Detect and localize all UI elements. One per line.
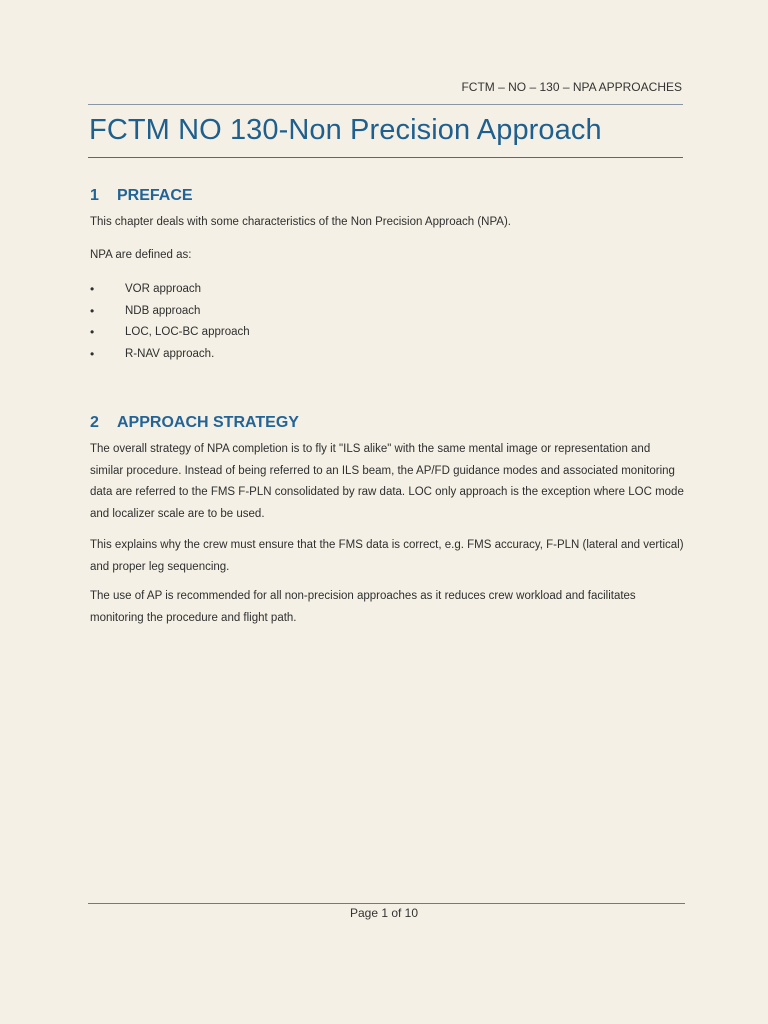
section-1-heading	[90, 187, 193, 205]
section-2-title: APPROACH STRATEGY	[117, 414, 299, 431]
section-1-title: PREFACE	[117, 187, 193, 204]
bullet-icon: •	[90, 303, 95, 318]
page-number: Page 1 of 10	[349, 906, 419, 920]
list-item-text: LOC, LOC-BC approach	[125, 326, 250, 339]
preface-paragraph-2: NPA are defined as:	[90, 249, 192, 261]
preface-paragraph-1: This chapter deals with some characteristics of the Non Precision Approach (NPA).	[90, 216, 511, 228]
strategy-paragraph-1: The overall strategy of NPA completion is to fly it "ILS alike" with the same mental image or representation and similar procedure. Instead of being referred to an ILS beam, the AP/FD guidance modes and associated monitoring data are referred to the FMS F-PLN consolidated by raw data. LOC only approach is the exception where LOC mode and localizer scale are to be used.	[90, 443, 684, 520]
title-underline	[88, 157, 683, 158]
list-item-text: R-NAV approach.	[125, 347, 215, 360]
list-item-text: NDB approach	[125, 304, 201, 317]
section-1-number: 1	[90, 187, 99, 204]
strategy-paragraph-2: This explains why the crew must ensure that the FMS data is correct, e.g. FMS accuracy, F-PLN (lateral and vertical) and proper leg sequencing.	[90, 539, 684, 573]
list-item-text: VOR approach	[125, 283, 202, 295]
bullet-icon: •	[90, 346, 95, 361]
bullet-icon: •	[90, 325, 95, 340]
section-2-number: 2	[90, 414, 99, 431]
footer-divider	[88, 903, 685, 904]
header-divider	[88, 104, 683, 105]
bullet-icon: •	[90, 282, 95, 296]
section-2-heading	[90, 414, 299, 432]
strategy-paragraph-3: The use of AP is recommended for all non-precision approaches as it reduces crew workload and facilitates monitoring the procedure and flight path.	[90, 590, 636, 624]
document-title: FCTM NO 130-Non Precision Approach	[89, 114, 602, 146]
running-header: FCTM – NO – 130 – NPA APPROACHES	[461, 80, 682, 94]
